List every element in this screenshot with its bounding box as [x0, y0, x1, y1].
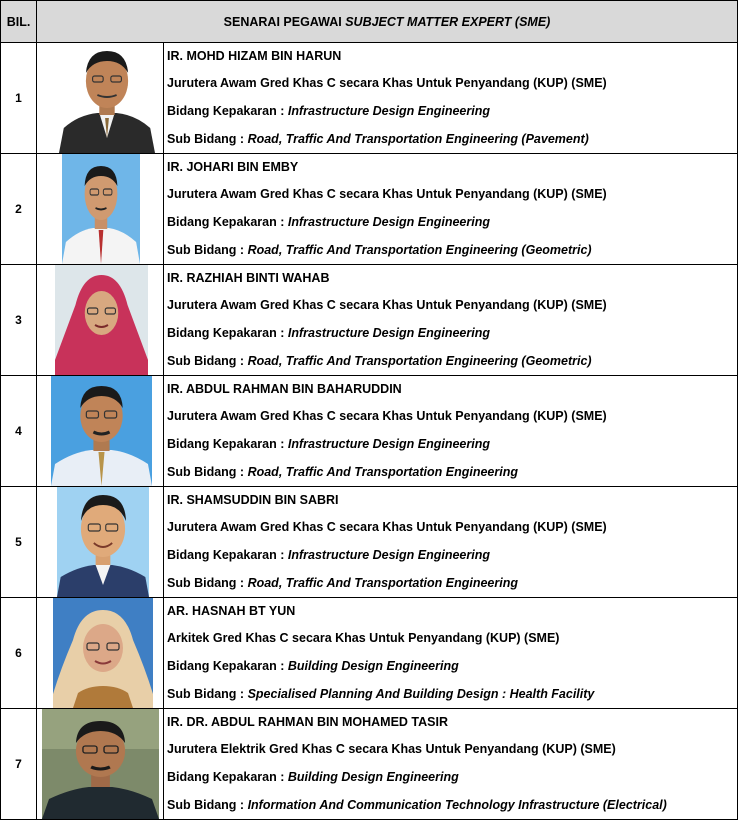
officer-name: IR. DR. ABDUL RAHMAN BIN MOHAMED TASIR: [167, 715, 449, 729]
officer-name: AR. HASNAH BT YUN: [167, 604, 296, 618]
bidang-label: Bidang Kepakaran :: [167, 104, 288, 118]
bidang-value: Infrastructure Design Engineering: [287, 215, 490, 229]
bidang-label: Bidang Kepakaran :: [167, 437, 288, 451]
bidang-value: Building Design Engineering: [287, 770, 459, 784]
officer-photo: [37, 487, 164, 598]
officer-name: IR. MOHD HIZAM BIN HARUN: [167, 49, 342, 63]
sub-bidang-value: Road, Traffic And Transportation Engineering: [247, 576, 518, 590]
row-number: 2: [1, 154, 37, 265]
officer-photo: [37, 43, 164, 154]
table-row: [1, 376, 738, 487]
officer-position: Arkitek Gred Khas C secara Khas Untuk Penyandang (KUP) (SME): [167, 631, 560, 645]
sub-bidang: [164, 347, 737, 375]
bidang-kepakaran: [164, 652, 737, 680]
sub-bidang-value: Specialised Planning And Building Design : Health Facility: [247, 687, 595, 701]
sub-bidang-value: Road, Traffic And Transportation Engineering (Pavement): [247, 132, 589, 146]
bidang-value: Infrastructure Design Engineering: [287, 326, 490, 340]
portrait-image: [42, 709, 159, 819]
sub-bidang: [164, 680, 737, 708]
officer-photo: [37, 154, 164, 265]
row-number: 1: [1, 43, 37, 154]
officer-name: IR. ABDUL RAHMAN BIN BAHARUDDIN: [167, 382, 402, 396]
officer-name: IR. JOHARI BIN EMBY: [167, 160, 299, 174]
header-row: [1, 1, 738, 43]
bidang-kepakaran: [164, 430, 737, 458]
sub-bidang-value: Information And Communication Technology Infrastructure (Electrical): [247, 798, 667, 812]
officer-info: [164, 709, 738, 820]
officer-name: IR. RAZHIAH BINTI WAHAB: [167, 271, 330, 285]
portrait-image: [62, 154, 140, 264]
bidang-label: Bidang Kepakaran :: [167, 326, 288, 340]
bidang-kepakaran: [164, 541, 737, 569]
officer-photo: [37, 265, 164, 376]
bidang-label: Bidang Kepakaran :: [167, 548, 288, 562]
officer-photo: [37, 376, 164, 487]
officer-position: Jurutera Elektrik Gred Khas C secara Khas Untuk Penyandang (KUP) (SME): [167, 742, 616, 756]
table-row: [1, 598, 738, 709]
table-row: [1, 265, 738, 376]
bidang-kepakaran: [164, 763, 737, 791]
bidang-label: Bidang Kepakaran :: [167, 215, 288, 229]
officer-info: [164, 265, 738, 376]
sub-bidang-label: Sub Bidang :: [167, 132, 248, 146]
sub-bidang-label: Sub Bidang :: [167, 798, 248, 812]
officer-photo: [37, 598, 164, 709]
bidang-kepakaran: [164, 208, 737, 236]
officer-position: Jurutera Awam Gred Khas C secara Khas Untuk Penyandang (KUP) (SME): [167, 409, 607, 423]
officer-info: [164, 487, 738, 598]
officer-info: [164, 154, 738, 265]
sub-bidang-label: Sub Bidang :: [167, 465, 248, 479]
table-row: [1, 709, 738, 820]
portrait-image: [53, 598, 153, 708]
table-title: [37, 1, 738, 43]
officer-position: Jurutera Awam Gred Khas C secara Khas Untuk Penyandang (KUP) (SME): [167, 520, 607, 534]
row-number: 5: [1, 487, 37, 598]
officer-position: Jurutera Awam Gred Khas C secara Khas Untuk Penyandang (KUP) (SME): [167, 187, 607, 201]
bidang-label: Bidang Kepakaran :: [167, 770, 288, 784]
sub-bidang: [164, 125, 737, 153]
officer-photo: [37, 709, 164, 820]
bidang-kepakaran: [164, 319, 737, 347]
portrait-image: [51, 376, 152, 486]
bidang-label: Bidang Kepakaran :: [167, 659, 288, 673]
table-row: [1, 43, 738, 154]
bidang-kepakaran: [164, 97, 737, 125]
officer-position: Jurutera Awam Gred Khas C secara Khas Untuk Penyandang (KUP) (SME): [167, 76, 607, 90]
row-number: 3: [1, 265, 37, 376]
officer-position: Jurutera Awam Gred Khas C secara Khas Untuk Penyandang (KUP) (SME): [167, 298, 607, 312]
title-prefix: SENARAI PEGAWAI: [223, 14, 346, 29]
portrait-image: [57, 487, 149, 597]
title-italic: SUBJECT MATTER EXPERT (SME): [345, 14, 551, 29]
sub-bidang: [164, 458, 737, 486]
sub-bidang: [164, 236, 737, 264]
portrait-image: [59, 43, 155, 153]
sub-bidang: [164, 569, 737, 597]
bil-header: BIL.: [1, 1, 37, 43]
officer-info: [164, 376, 738, 487]
row-number: 4: [1, 376, 37, 487]
officer-name: IR. SHAMSUDDIN BIN SABRI: [167, 493, 339, 507]
officer-info: [164, 43, 738, 154]
sub-bidang-label: Sub Bidang :: [167, 354, 248, 368]
sub-bidang-label: Sub Bidang :: [167, 243, 248, 257]
bidang-value: Infrastructure Design Engineering: [287, 548, 490, 562]
table-row: [1, 154, 738, 265]
sub-bidang-label: Sub Bidang :: [167, 687, 248, 701]
bidang-value: Infrastructure Design Engineering: [287, 104, 490, 118]
sub-bidang-label: Sub Bidang :: [167, 576, 248, 590]
sub-bidang: [164, 791, 737, 819]
officer-info: [164, 598, 738, 709]
bidang-value: Infrastructure Design Engineering: [287, 437, 490, 451]
row-number: 6: [1, 598, 37, 709]
table-row: [1, 487, 738, 598]
bidang-value: Building Design Engineering: [287, 659, 459, 673]
sub-bidang-value: Road, Traffic And Transportation Engineering (Geometric): [247, 354, 592, 368]
row-number: 7: [1, 709, 37, 820]
sub-bidang-value: Road, Traffic And Transportation Engineering: [247, 465, 518, 479]
portrait-image: [55, 265, 148, 375]
sub-bidang-value: Road, Traffic And Transportation Engineering (Geometric): [247, 243, 592, 257]
